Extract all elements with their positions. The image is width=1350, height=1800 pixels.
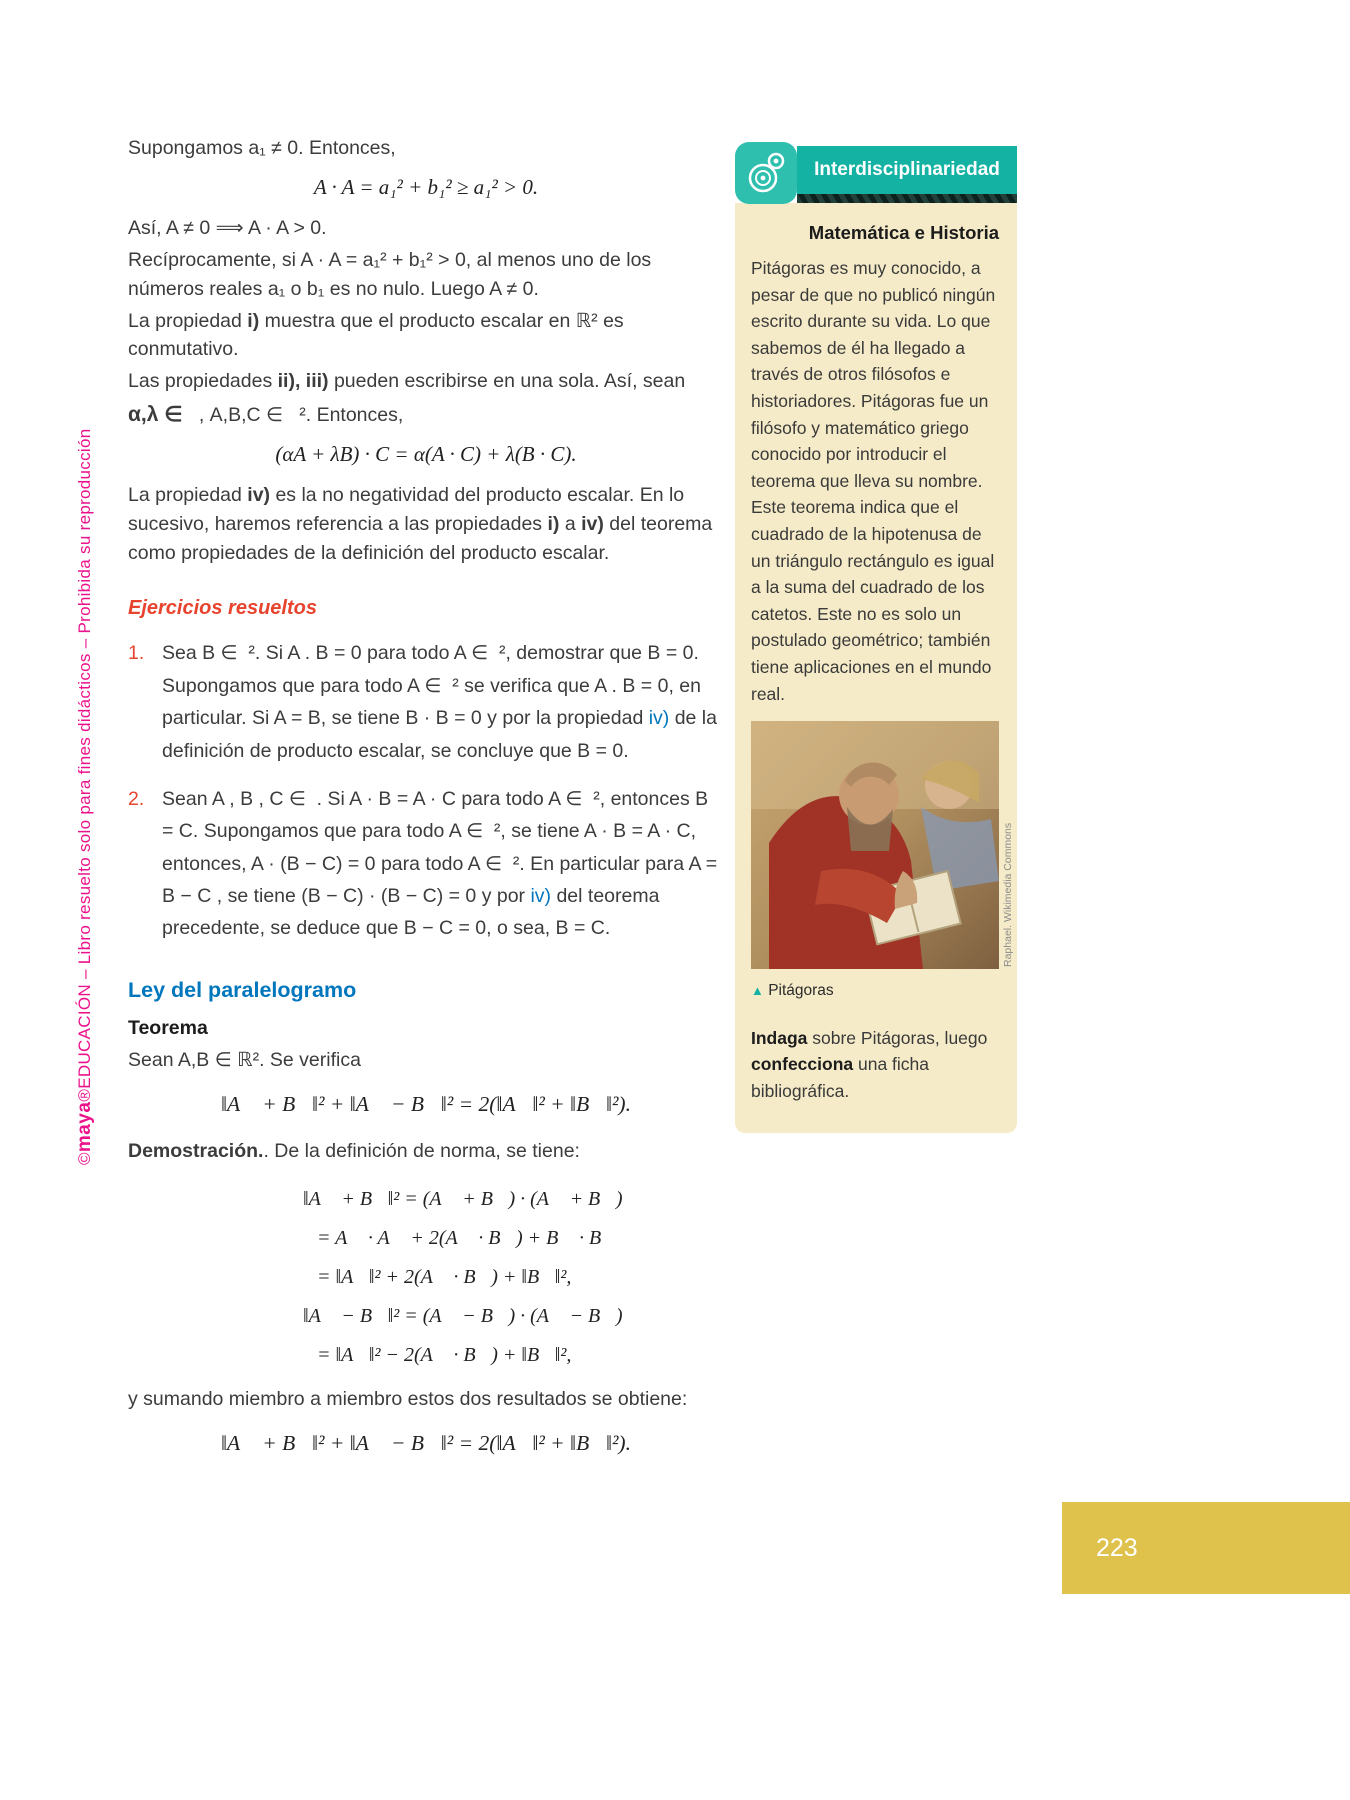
copyright-symbol: ©	[75, 1152, 94, 1165]
watermark-text: ®EDUCACIÓN – Libro resuelto solo para fines didácticos – Prohibida su reproducción	[75, 428, 94, 1102]
paragraph-propiedad-i: La propiedad i) muestra que el producto escalar en ℝ² es conmutativo.	[128, 309, 624, 361]
exercise-2-number: 2.	[128, 787, 145, 810]
concentric-circles-icon	[735, 142, 797, 204]
derivation-line-4: ‖A⃗ − B⃗‖² = (A⃗ − B⃗) · (A⃗ − B⃗)	[303, 1304, 623, 1327]
sidebar-title: Interdisciplinariedad	[814, 159, 1000, 180]
paragraph-propiedades-ii-iii: Las propiedades ii), iii) pueden escribirse en una sola. Así, sean	[128, 370, 686, 393]
pythagoras-image	[751, 721, 1014, 969]
exercise-1	[128, 637, 724, 766]
exercise-2-text: Sean A , B , C ∈ . Si A · B = A · C para todo A ∈ ², entonces B = C. Supongamos que para todo A ∈ ², se tiene A · B = A · C, entonces, A · (B − C) = 0 para todo A ∈ ². En particular para A = B − C , se tiene (B − C) · (B − C) = 0 y por iv) del teorema precedente, se deduce que B − C = 0, o sea, B = C.	[162, 787, 718, 940]
exercise-1-text: Sea B ∈ ². Si A . B = 0 para todo A ∈ ², demostrar que B = 0. Supongamos que para todo A ∈ ² se verifica que A . B = 0, en particular. Si A = B, se tiene B · B = 0 y por la propiedad iv) de la definición de producto escalar, se concluye que B = 0.	[162, 642, 717, 762]
heading-ejercicios-resueltos: Ejercicios resueltos	[128, 596, 317, 619]
paragraph-reciprocamente: Recíprocamente, si A · A = a₁² + b₁² > 0, al menos uno de los números reales a₁ o b₁ es no nulo. Luego A ≠ 0.	[128, 248, 652, 300]
equation-parallelogram: ‖A⃗ + B⃗‖² + ‖A⃗ − B⃗‖² = 2(‖A⃗‖² + ‖B⃗‖²).	[221, 1092, 631, 1117]
derivation-line-1: ‖A⃗ + B⃗‖² = (A⃗ + B⃗) · (A⃗ + B⃗)	[303, 1187, 623, 1210]
derivation-line-3: = ‖A⃗‖² + 2(A⃗ · B⃗) + ‖B⃗‖²,	[317, 1265, 572, 1288]
paragraph-propiedad-iv: La propiedad iv) es la no negatividad del producto escalar. En lo sucesivo, haremos referencia a las propiedades i) a iv) del teorema como propiedades de la definición del producto escalar.	[128, 484, 713, 564]
teorema-label: Teorema	[128, 1017, 208, 1040]
exercise-1-number: 1.	[128, 642, 145, 665]
main-content	[128, 134, 724, 1476]
paragraph-asi: Así, A ≠ 0 ⟹ A · A > 0.	[128, 216, 327, 239]
equation-dot-product-positive: A · A = a₁² + b₁² ≥ a₁² > 0.	[313, 174, 539, 199]
sidebar-title-band	[797, 146, 1017, 194]
heading-ley-paralelogramo: Ley del paralelogramo	[128, 977, 357, 1002]
brand-logo-text: maya	[74, 1101, 95, 1153]
triangle-marker-icon: ▲	[751, 983, 764, 999]
paragraph-supongamos: Supongamos a₁ ≠ 0. Entonces,	[128, 137, 396, 159]
image-credit: Raphael. Wikimedia Commons	[1002, 823, 1014, 968]
sidebar-content	[735, 203, 1017, 1133]
teorema-setup: Sean A,B ∈ ℝ². Se verifica	[128, 1049, 361, 1072]
hatch-strip	[797, 194, 1017, 203]
exercise-2	[128, 783, 724, 945]
sidebar-task: Indaga sobre Pitágoras, luego confecciona una ficha bibliográfica.	[751, 1027, 988, 1101]
paragraph-demostracion: Demostración.. De la definición de norma, se tiene:	[128, 1140, 580, 1162]
property-iv-link: iv)	[530, 884, 552, 907]
derivation-block	[303, 1180, 724, 1375]
equation-linearity: (αA + λB) · C = α(A · C) + λ(B · C).	[275, 442, 577, 467]
paragraph-alfa-lambda: α,λ ∈ , A,B,C ∈ ². Entonces,	[128, 403, 404, 427]
sidebar-subtitle: Matemática e Historia	[808, 222, 999, 243]
page-number: 223	[1096, 1533, 1138, 1562]
interdisciplinary-box	[735, 142, 1017, 1133]
image-caption: ▲ Pitágoras	[751, 982, 834, 1000]
derivation-line-2: = A⃗ · A⃗ + 2(A⃗ · B⃗) + B⃗ · B⃗	[317, 1226, 617, 1249]
page-number-box	[1062, 1502, 1350, 1594]
equation-parallelogram-final: ‖A⃗ + B⃗‖² + ‖A⃗ − B⃗‖² = 2(‖A⃗‖² + ‖B⃗‖²).	[221, 1430, 631, 1455]
sidebar-body-text: Pitágoras es muy conocido, a pesar de que no publicó ningún escrito durante su vida. Lo que sabemos de él ha llegado a través de otros filósofos e historiadores. Pitágoras fue un filósofo y matemático griego conocido por introducir el teorema que lleva su nombre. Este teorema indica que el cuadrado de la hipotenusa de un triángulo rectángulo es igual a la suma del cuadrado de los catetos. Este no es solo un postulado geométrico; también tiene aplicaciones en el mundo real.	[751, 258, 996, 704]
derivation-line-5: = ‖A⃗‖² − 2(A⃗ · B⃗) + ‖B⃗‖²,	[317, 1343, 572, 1366]
edition-watermark	[74, 429, 96, 1166]
property-iv-link: iv)	[648, 707, 670, 730]
paragraph-sumando: y sumando miembro a miembro estos dos resultados se obtiene:	[128, 1387, 688, 1410]
